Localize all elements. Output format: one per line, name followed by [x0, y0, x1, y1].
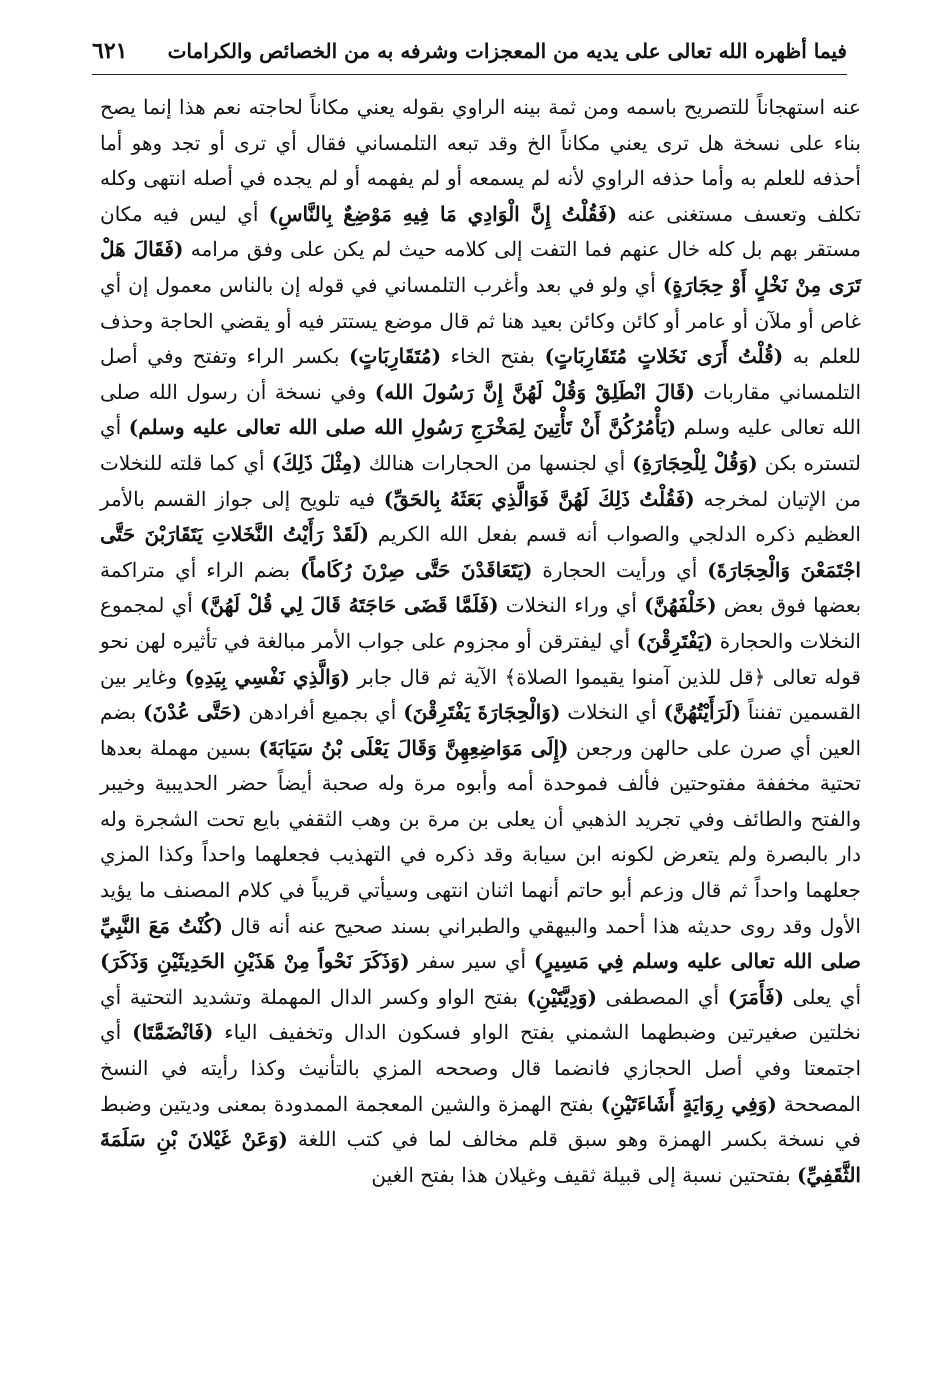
commentary-text-run: بضم العين أي صرن على حالهن ورجعن	[100, 700, 862, 760]
hadith-quote: (كُنْتُ مَعَ النَّبِيِّ صلى الله تعالى عليه وسلم فِي مَسِيرٍ)	[100, 913, 861, 974]
commentary-text-run: فيه تلويح إلى جواز القسم بالأمر العظيم ذكره الدلجي والصواب أنه قسم بفعل الله الكريم	[100, 486, 861, 547]
commentary-text-run: أي يعلى	[784, 984, 861, 1009]
hadith-quote: (وَفِي رِوَايَةٍ أَشَاءَتَيْنِ)	[600, 1091, 777, 1116]
hadith-quote: (وَالْحِجَارَةَ يَفْتَرِقْنَ)	[403, 700, 561, 725]
hadith-quote: (فَانْضَمَّتَا)	[132, 1020, 214, 1045]
commentary-text-run: بكسر الراء وتفتح وفي أصل التلمساني مقاربات	[100, 344, 862, 404]
commentary-text-run: بفتح الخاء	[441, 344, 545, 369]
hadith-quote: (مُتَقَارِبَاتٍ)	[349, 344, 442, 369]
commentary-text-run: أي ورأيت الحجارة	[532, 557, 708, 582]
commentary-text-run: أي لجنسها من الحجارات هنالك	[361, 450, 633, 475]
commentary-text-run: أي المصطفى	[596, 984, 728, 1009]
commentary-text-run: أي بجميع أفرادهن	[241, 700, 404, 725]
commentary-text-run: أي وراء النخلات	[498, 593, 645, 618]
hadith-quote: (لَرَأَيْتُهُنَّ)	[663, 700, 742, 725]
hadith-quote: (خَلْفَهُنَّ)	[644, 593, 717, 618]
hadith-quote: (وَدِيَّتَيْنِ)	[526, 984, 597, 1009]
commentary-text-run: أي النخلات	[560, 700, 664, 725]
commentary-text-run: بفتح الهمزة والشين المعجمة الممدودة بمعنى وديتين وضبط في نسخة بكسر الهمزة وهو سبق قلم مخالف لما في كتب اللغة	[100, 1091, 861, 1152]
commentary-text-run: أي ليفترقن أو مجزوم على جواب الأمر مبالغة في تأثيره لهن نحو قوله تعالى ﴿قل للذين آمنوا يقيموا الصلاة﴾ الآية ثم قال جابر	[100, 628, 861, 689]
hadith-quote: (فَقُلْتُ إِنَّ الْوَادِي مَا فِيهِ مَوْضِعٌ بِالنَّاسِ)	[268, 201, 618, 226]
hadith-quote: (قُلْتُ أَرَى نَخَلاتٍ	[637, 344, 784, 369]
commentary-text-run: وفي نسخة أن رسول الله صلى الله تعالى عليه وسلم	[100, 379, 861, 440]
hadith-quote: (إِلَى مَوَاضِعِهِنَّ وَقَالَ يَعْلَى بْنُ سَيَابَةَ)	[258, 735, 569, 760]
commentary-text-run: وغاير بين القسمين تفنناً	[100, 664, 862, 725]
commentary-text-run: أي سير سفر	[409, 949, 534, 974]
hadith-quote: (قَالَ انْطَلِقْ وَقُلْ لَهُنَّ إِنَّ رَسُولَ الله)	[374, 379, 695, 404]
hadith-quote: (لَقَدْ رَأَيْتُ النَّخَلاتِ يَتَقَارَبْنَ حَتَّى اجْتَمَعْنَ وَالْحِجَارَةَ)	[100, 522, 861, 582]
page-header	[92, 28, 847, 75]
commentary-text	[100, 90, 861, 1370]
hadith-quote: (حَتَّى عُدْنَ)	[143, 700, 242, 725]
hadith-quote: (يَفْتَرِقْنَ)	[636, 628, 714, 653]
hadith-quote: (وَقُلْ لِلْحِجَارَةِ)	[632, 450, 758, 475]
hadith-quote: (فَقَالَ هَلْ تَرَى مِنْ نَخْلٍ أَوْ حِجَارَةٍ)	[100, 237, 861, 297]
commentary-text-run: أي ليس فيه مكان مستقر بهم بل كله خال عنهم فما التفت إلى كلامه حيث لم يكن على وفق مرامه	[100, 201, 861, 262]
hadith-quote: (يَأْمُرُكُنَّ أَنْ تَأْتِينَ لِمَخْرَجِ رَسُولِ الله صلى الله تعالى عليه وسلم)	[128, 415, 677, 440]
hadith-quote: (وَعَنْ غَيْلانَ بْنِ سَلَمَةَ الثَّقَفِيِّ)	[100, 1127, 861, 1187]
commentary-text-run: أي كما قلته للنخلات من الإتيان لمخرجه	[100, 450, 861, 511]
commentary-text-run: بضم الراء أي متراكمة بعضها فوق بعض	[100, 557, 862, 618]
hadith-quote: (مِثْلَ ذَلِكَ)	[271, 450, 362, 475]
hadith-quote: (فَأَمَرَ)	[727, 984, 785, 1009]
commentary-text-run: أي اجتمعتا وفي أصل الحجازي فانضما قال وصححه المزي بالتأنيث وكذا رأيته في النسخ المصححة	[100, 1020, 861, 1116]
commentary-paragraph	[100, 90, 861, 1193]
hadith-quote: (وَالَّذِي نَفْسِي بِيَدِهِ)	[184, 664, 350, 689]
hadith-quote: (فَقُلْتُ ذَلِكَ لَهُنَّ فَوَالَّذِي بَعَثَهُ بِالحَقِّ)	[383, 486, 695, 511]
commentary-text-run: عنه استهجاناً للتصريح باسمه ومن ثمة بينه الراوي بقوله يعني مكاناً لحاجته نعم هذا إنما يصح بناء على نسخة هل ترى يعني مكاناً الخ وقد تبعه التلمساني فقال أي ترى أو تجد وهو أما أحذفه للعلم به وأما حذفه الراوي لأنه لم يسمعه أو لم يفهمه أو لم يجده في أصله انتهى وكله تكلف وتعسف مستغنى عنه	[100, 95, 862, 226]
commentary-text-run: أي لمجموع النخلات والحجارة	[100, 593, 861, 653]
hadith-quote: مُتَقَارِبَاتٍ)	[544, 344, 638, 369]
hadith-quote: (يَتَعَاقَدْنَ حَتَّى صِرْنَ رُكَاماً)	[299, 557, 533, 582]
hadith-quote: (وَذَكَرَ نَحْواً مِنْ هَذَيْنِ الحَدِيثَيْنِ وَذَكَرَ)	[100, 949, 410, 974]
commentary-text-run: بسين مهملة بعدها تحتية مخففة مفتوحتين فألف فموحدة أمه وأبوه مرة وله صحبة أيضاً حضر الحديبية وخيبر والفتح والطائف وفي تجريد الذهبي أن يعلى بن مرة بن وهب الثقفي بايع تحت الشجرة وله دار بالبصرة ولم يتعرض لكونه ابن سيابة وقد ذكره في التهذيب فجعلهما واحداً وكذا المزي جعلهما واحداً ثم قال وزعم أبو حاتم أنهما اثنان انتهى وسيأتي قريباً في كلام المصنف ما يؤيد الأول وقد روى حديثه هذا أحمد والبيهقي والطبراني بسند صحيح عنه أنه قال	[100, 735, 861, 938]
hadith-quote: (فَلَمَّا قَضَى حَاجَتَهُ قَالَ لِي قُلْ لَهُنَّ)	[199, 593, 499, 618]
commentary-text-run: بفتحتين نسبة إلى قبيلة ثقيف وغيلان هذا بفتح الغين	[371, 1162, 797, 1187]
running-title: فيما أظهره الله تعالى على يديه من المعجزات وشرفه به من الخصائص والكرامات	[167, 39, 847, 63]
commentary-text-run: بفتح الواو وكسر الدال المهملة وتشديد التحتية أي نخلتين صغيرتين وضبطهما الشمني بفتح الواو فسكون الدال وتخفيف الياء	[100, 984, 861, 1045]
commentary-text-run: أي ولو في بعد وأغرب التلمساني في قوله إن بالناس معمول إن أي غاص أو ملآن أو عامر أو كائن وكائن بعيد هنا ثم قال موضع يستتر فيه أو يقضي الحاجة وحذف للعلم به	[100, 272, 861, 369]
commentary-text-run: أي لتستره بكن	[100, 415, 862, 475]
page-number: ٦٢١	[92, 38, 128, 64]
